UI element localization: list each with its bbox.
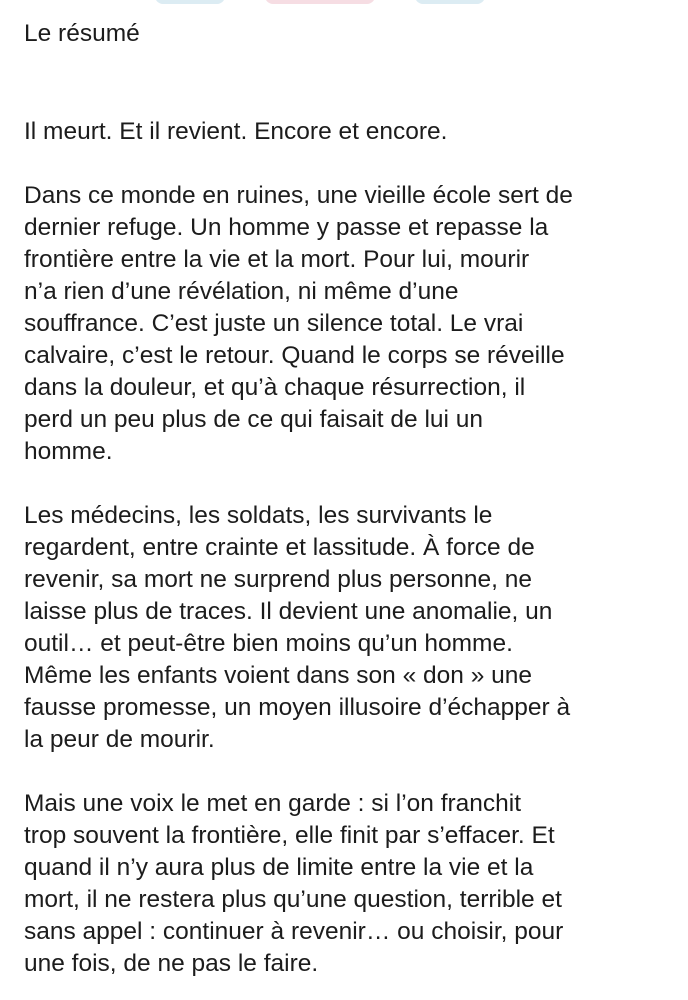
top-cutoff-decorations <box>0 0 688 6</box>
cutoff-shape-right <box>415 0 485 4</box>
summary-heading: Le résumé <box>24 20 140 47</box>
summary-paragraph-3: Les médecins, les soldats, les survivants le regardent, entre crainte et lassitude. À force de revenir, sa mort ne surprend plus personne, ne laisse plus de traces. Il devient une anomalie, un outil… et peut-être bien moins qu’un homme. Même les enfants voient dans son « don » une fausse promesse, un moyen illusoire d’échapper à la peur de mourir. <box>24 502 571 753</box>
cutoff-shape-left <box>155 0 225 4</box>
summary-paragraph-4: Mais une voix le met en garde : si l’on franchit trop souvent la frontière, elle finit par s’effacer. Et quand il n’y aura plus de limite entre la vie et la mort, il ne restera plus qu’une question, terrible et sans appel : continuer à revenir… ou choisir, pour une fois, de ne pas le faire. <box>24 790 564 977</box>
summary-section <box>24 14 674 980</box>
cutoff-shape-center <box>265 0 375 4</box>
summary-paragraph-1: Il meurt. Et il revient. Encore et encore. <box>24 118 448 145</box>
summary-paragraph-2: Dans ce monde en ruines, une vieille école sert de dernier refuge. Un homme y passe et repasse la frontière entre la vie et la mort. Pour lui, mourir n’a rien d’une révélation, ni même d’une souffrance. C’est juste un silence total. Le vrai calvaire, c’est le retour. Quand le corps se réveille dans la douleur, et qu’à chaque résurrection, il perd un peu plus de ce qui faisait de lui un homme. <box>24 182 573 465</box>
